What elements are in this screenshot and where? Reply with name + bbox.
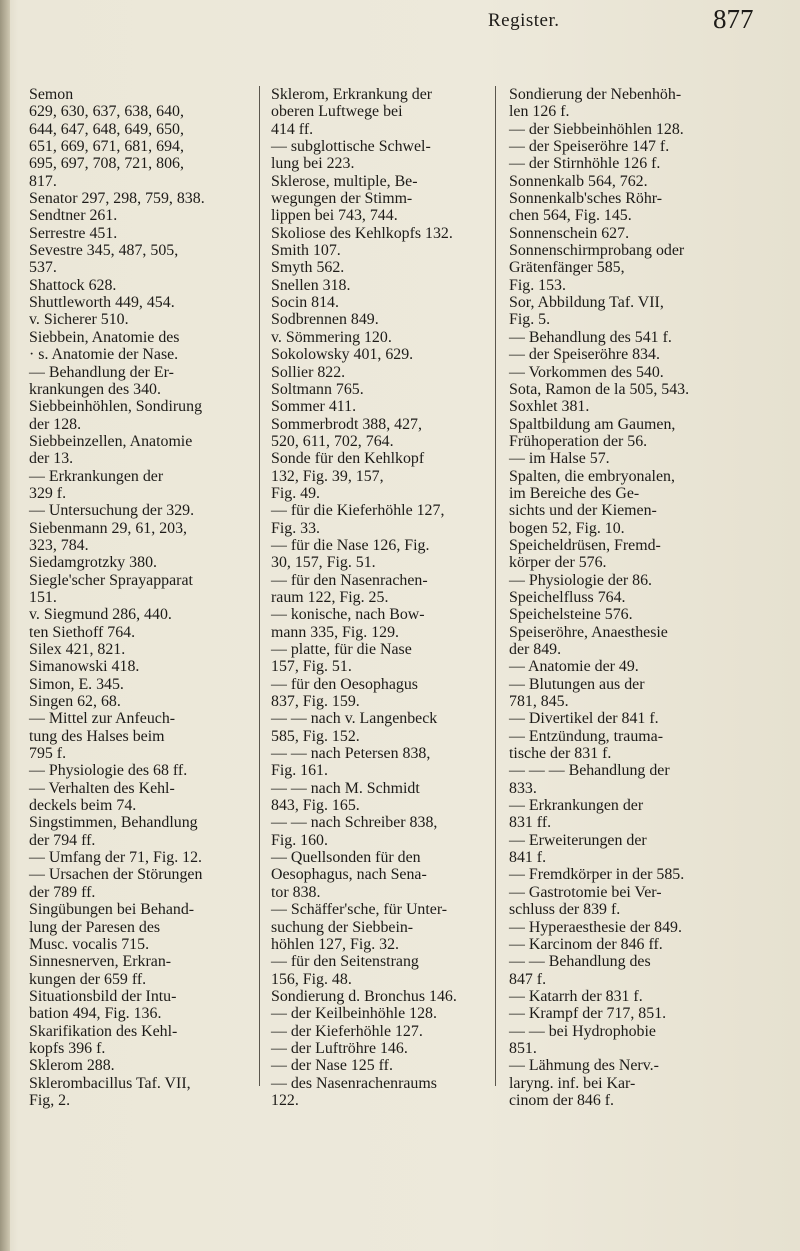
index-line: lung bei 223.	[271, 155, 355, 173]
index-line: — Erkrankungen der	[29, 467, 164, 485]
index-line: — — Behandlung des	[509, 953, 651, 971]
index-line: Speiseröhre, Anaesthesie	[509, 623, 668, 641]
index-line: — Erkrankungen der	[509, 797, 644, 815]
index-line: laryng. inf. bei Kar-	[509, 1074, 636, 1092]
index-line: — der Siebbeinhöhlen 128.	[509, 120, 684, 138]
index-line: körper der 576.	[509, 554, 607, 572]
index-line: schluss der 839 f.	[509, 901, 621, 919]
index-line: — der Nase 125 ff.	[271, 1057, 393, 1075]
index-line: — Erweiterungen der	[509, 831, 647, 849]
index-line: — der Speiseröhre 834.	[509, 346, 660, 364]
index-line: 695, 697, 708, 721, 806,	[29, 155, 184, 173]
index-line: Socin 814.	[271, 294, 339, 312]
index-line: — im Halse 57.	[509, 450, 610, 468]
page-header	[0, 4, 800, 38]
index-line: Sinnesnerven, Erkran-	[29, 953, 172, 971]
index-line: 781, 845.	[509, 693, 569, 711]
index-line: deckels beim 74.	[29, 797, 137, 815]
index-line: cinom der 846 f.	[509, 1091, 615, 1109]
index-line: — Hyperaesthesie der 849.	[509, 918, 682, 936]
index-line: suchung der Siebbein-	[271, 918, 414, 936]
index-line: mann 335, Fig. 129.	[271, 623, 400, 641]
index-line: — platte, für die Nase	[271, 641, 412, 658]
index-line: — Ursachen der Störungen	[29, 866, 203, 884]
index-line: sichts und der Kiemen-	[509, 502, 657, 520]
index-line: — Vorkommen des 540.	[509, 363, 664, 381]
index-line: Sodbrennen 849.	[271, 311, 379, 329]
index-column-2	[271, 86, 496, 1109]
index-line: 157, Fig. 51.	[271, 658, 352, 676]
index-line: — Behandlung der Er-	[29, 363, 174, 381]
index-line: Sevestre 345, 487, 505,	[29, 242, 179, 260]
index-line: Shuttleworth 449, 454.	[29, 294, 175, 312]
index-line: — Lähmung des Nerv.-	[509, 1057, 659, 1075]
index-line: Fig. 33.	[271, 519, 321, 537]
index-line: Speicheldrüsen, Fremd-	[509, 536, 661, 554]
index-line: — konische, nach Bow-	[271, 606, 425, 624]
index-line: Simon, E. 345.	[29, 675, 124, 693]
index-line: Simanowski 418.	[29, 658, 140, 676]
index-line: Sendtner 261.	[29, 207, 118, 225]
index-line: — der Speiseröhre 147 f.	[509, 138, 670, 156]
index-line: Oesophagus, nach Sena-	[271, 866, 427, 884]
index-line: Sonnenkalb'sches Röhr-	[509, 190, 663, 208]
index-line: Sonnenschein 627.	[509, 224, 630, 242]
index-line: der 849.	[509, 641, 562, 658]
index-line: Siebbeinhöhlen, Sondirung	[29, 398, 203, 416]
index-line: — Verhalten des Kehl-	[29, 779, 175, 797]
running-title: Register.	[488, 10, 560, 31]
index-line: tung des Halses beim	[29, 727, 165, 745]
index-line: lippen bei 743, 744.	[271, 207, 398, 225]
index-line: Sondierung der Nebenhöh-	[509, 86, 682, 103]
index-line: — — nach M. Schmidt	[271, 779, 420, 797]
index-line: — Schäffer'sche, für Unter-	[271, 901, 448, 919]
index-line: bation 494, Fig. 136.	[29, 1005, 162, 1023]
index-line: 651, 669, 671, 681, 694,	[29, 138, 184, 156]
index-line: Singübungen bei Behand-	[29, 901, 195, 919]
index-line: Serrestre 451.	[29, 224, 118, 242]
index-line: 156, Fig. 48.	[271, 970, 352, 988]
index-line: — Umfang der 71, Fig. 12.	[29, 849, 203, 867]
index-line: der 794 ff.	[29, 831, 96, 849]
index-line: — Behandlung des 541 f.	[509, 328, 672, 346]
index-line: Sommer 411.	[271, 398, 357, 416]
index-line: 833.	[509, 779, 537, 797]
index-line: Situationsbild der Intu-	[29, 987, 177, 1005]
index-line: v. Sömmering 120.	[271, 328, 392, 346]
index-line: Fig. 5.	[509, 311, 551, 329]
index-line: der 128.	[29, 415, 82, 433]
index-line: tor 838.	[271, 883, 321, 901]
index-line: Siebenmann 29, 61, 203,	[29, 519, 188, 537]
index-line: 851.	[509, 1039, 537, 1057]
index-line: 841 f.	[509, 849, 547, 867]
index-line: 837, Fig. 159.	[271, 693, 360, 711]
index-line: v. Siegmund 286, 440.	[29, 606, 172, 624]
index-line: Smyth 562.	[271, 259, 345, 277]
index-line: 414 ff.	[271, 120, 314, 138]
index-line: Skarifikation des Kehl-	[29, 1022, 178, 1040]
index-column-1	[29, 86, 254, 1109]
index-line: — der Keilbeinhöhle 128.	[271, 1005, 437, 1023]
index-line: kungen der 659 ff.	[29, 970, 147, 988]
index-line: 629, 630, 637, 638, 640,	[29, 103, 184, 121]
index-line: v. Sicherer 510.	[29, 311, 129, 329]
index-line: — Krampf der 717, 851.	[509, 1005, 667, 1023]
index-line: krankungen des 340.	[29, 380, 161, 398]
index-line: lung der Paresen des	[29, 918, 161, 936]
index-line: — Divertikel der 841 f.	[509, 710, 659, 728]
column-divider	[259, 86, 260, 1086]
index-line: — Anatomie der 49.	[509, 658, 639, 676]
index-line: — der Kieferhöhle 127.	[271, 1022, 423, 1040]
index-line: Fig, 2.	[29, 1091, 71, 1109]
index-line: 537.	[29, 259, 57, 277]
index-line: Soltmann 765.	[271, 380, 364, 398]
index-line: Spalten, die embryonalen,	[509, 467, 675, 485]
index-line: Fig. 161.	[271, 762, 328, 780]
index-line: Silex 421, 821.	[29, 641, 126, 658]
index-line: Snellen 318.	[271, 276, 351, 294]
index-line: Sollier 822.	[271, 363, 346, 381]
index-line: chen 564, Fig. 145.	[509, 207, 632, 225]
index-line: — Karcinom der 846 ff.	[509, 935, 663, 953]
index-line: Sklerom, Erkrankung der	[271, 86, 433, 103]
index-line: len 126 f.	[509, 103, 570, 121]
index-line: — — nach Schreiber 838,	[271, 814, 438, 832]
index-line: Sota, Ramon de la 505, 543.	[509, 380, 690, 398]
index-line: Sklerom 288.	[29, 1057, 115, 1075]
index-line: Sommerbrodt 388, 427,	[271, 415, 422, 433]
index-line: 520, 611, 702, 764.	[271, 432, 394, 450]
index-line: bogen 52, Fig. 10.	[509, 519, 625, 537]
index-line: — Katarrh der 831 f.	[509, 987, 643, 1005]
index-line: wegungen der Stimm-	[271, 190, 413, 208]
index-line: — Entzündung, trauma-	[509, 727, 664, 745]
index-line: — Physiologie des 68 ff.	[29, 762, 188, 780]
index-line: 847 f.	[509, 970, 547, 988]
book-spine-shadow	[0, 0, 10, 1251]
index-line: 323, 784.	[29, 536, 89, 554]
index-line: oberen Luftwege bei	[271, 103, 403, 121]
index-line: ten Siethoff 764.	[29, 623, 136, 641]
index-line: — für den Nasenrachen-	[271, 571, 428, 589]
index-line: Sklerombacillus Taf. VII,	[29, 1074, 191, 1092]
index-line: 329 f.	[29, 484, 67, 502]
index-line: Shattock 628.	[29, 276, 117, 294]
index-line: — Physiologie der 86.	[509, 571, 653, 589]
index-line: kopfs 396 f.	[29, 1039, 106, 1057]
index-line: — Gastrotomie bei Ver-	[509, 883, 662, 901]
index-line: Spaltbildung am Gaumen,	[509, 415, 676, 433]
index-line: Fig. 153.	[509, 276, 566, 294]
index-line: Siedamgrotzky 380.	[29, 554, 157, 572]
index-line: — subglottische Schwel-	[271, 138, 431, 156]
index-line: Sokolowsky 401, 629.	[271, 346, 414, 364]
index-line: — — bei Hydrophobie	[509, 1022, 656, 1040]
index-line: — des Nasenrachenraums	[271, 1074, 437, 1092]
index-line: der 789 ff.	[29, 883, 96, 901]
index-line: Siebbeinzellen, Anatomie	[29, 432, 193, 450]
index-line: Skoliose des Kehlkopfs 132.	[271, 224, 453, 242]
index-line: Sonde für den Kehlkopf	[271, 450, 425, 468]
index-line: raum 122, Fig. 25.	[271, 588, 389, 606]
index-line: Sklerose, multiple, Be-	[271, 172, 418, 190]
index-line: 30, 157, Fig. 51.	[271, 554, 376, 572]
index-line: Sonnenkalb 564, 762.	[509, 172, 648, 190]
index-line: Singstimmen, Behandlung	[29, 814, 198, 832]
index-line: 151.	[29, 588, 57, 606]
index-line: 644, 647, 648, 649, 650,	[29, 120, 184, 138]
index-line: — für den Oesophagus	[271, 675, 418, 693]
index-line: — Mittel zur Anfeuch-	[29, 710, 176, 728]
index-line: 795 f.	[29, 745, 67, 763]
index-line: — — nach Petersen 838,	[271, 745, 431, 763]
index-line: Smith 107.	[271, 242, 341, 260]
index-line: — der Luftröhre 146.	[271, 1039, 408, 1057]
index-line: tische der 831 f.	[509, 745, 612, 763]
index-line: — Quellsonden für den	[271, 849, 421, 867]
index-line: — Fremdkörper in der 585.	[509, 866, 685, 884]
index-line: Singen 62, 68.	[29, 693, 121, 711]
index-line: Grätenfänger 585,	[509, 259, 625, 277]
index-line: — — nach v. Langenbeck	[271, 710, 438, 728]
index-line: Fig. 49.	[271, 484, 321, 502]
index-column-3	[509, 86, 741, 1109]
index-line: — für die Nase 126, Fig.	[271, 536, 430, 554]
index-line: Frühoperation der 56.	[509, 432, 648, 450]
index-line: · s. Anatomie der Nase.	[29, 346, 179, 364]
index-line: 831 ff.	[509, 814, 552, 832]
index-line: Senator 297, 298, 759, 838.	[29, 190, 205, 208]
index-line: 122.	[271, 1091, 299, 1109]
index-line: Soxhlet 381.	[509, 398, 590, 416]
index-line: der 13.	[29, 450, 74, 468]
index-line: Siebbein, Anatomie des	[29, 328, 180, 346]
index-line: — — — Behandlung der	[509, 762, 670, 780]
index-line: Semon	[29, 86, 74, 103]
index-line: Sor, Abbildung Taf. VII,	[509, 294, 664, 312]
index-line: Speichelsteine 576.	[509, 606, 633, 624]
index-line: Sondierung d. Bronchus 146.	[271, 987, 457, 1005]
index-line: — für den Seitenstrang	[271, 953, 419, 971]
index-line: — Untersuchung der 329.	[29, 502, 195, 520]
index-line: 585, Fig. 152.	[271, 727, 360, 745]
page-number: 877	[713, 4, 754, 34]
index-line: 132, Fig. 39, 157,	[271, 467, 384, 485]
index-line: 843, Fig. 165.	[271, 797, 360, 815]
index-line: — Blutungen aus der	[509, 675, 645, 693]
index-line: Siegle'scher Sprayapparat	[29, 571, 193, 589]
index-line: — der Stirnhöhle 126 f.	[509, 155, 661, 173]
index-line: im Bereiche des Ge-	[509, 484, 640, 502]
index-line: höhlen 127, Fig. 32.	[271, 935, 400, 953]
index-line: 817.	[29, 172, 57, 190]
index-line: Musc. vocalis 715.	[29, 935, 150, 953]
index-line: Sonnenschirmprobang oder	[509, 242, 685, 260]
index-line: Speichelfluss 764.	[509, 588, 626, 606]
index-line: Fig. 160.	[271, 831, 328, 849]
index-line: — für die Kieferhöhle 127,	[271, 502, 445, 520]
